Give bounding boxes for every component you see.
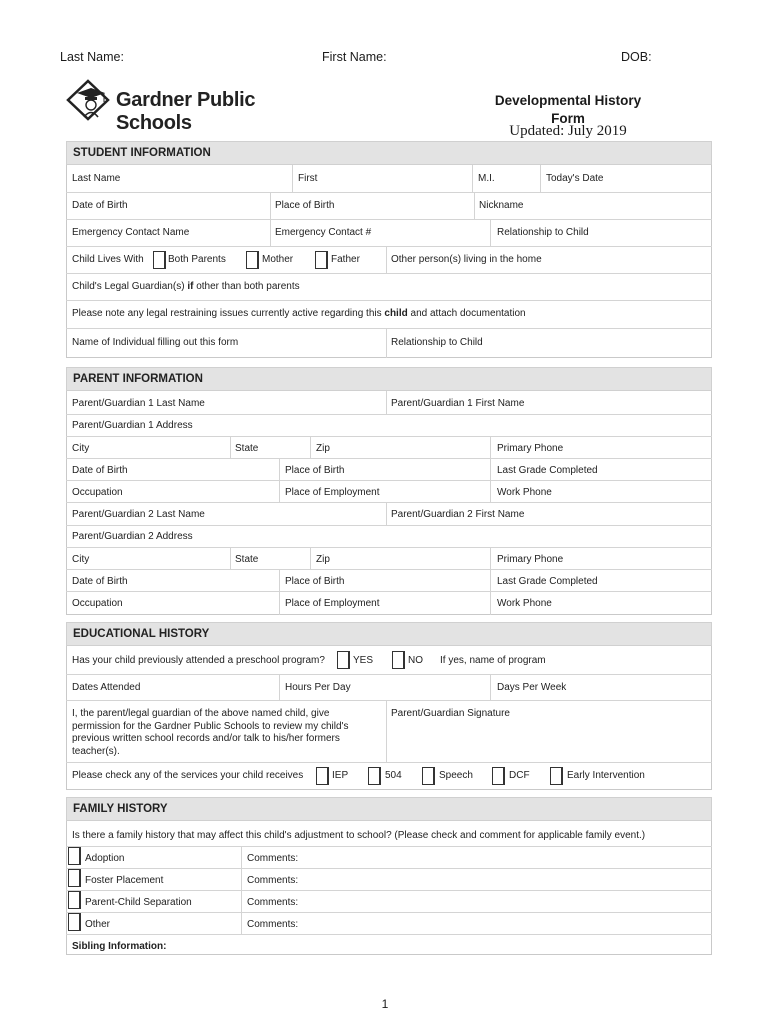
early-intervention-checkbox[interactable]: [550, 767, 563, 785]
parent1-work-phone-field[interactable]: Work Phone: [497, 487, 552, 498]
preschool-yes-checkbox[interactable]: [337, 651, 350, 669]
foster-placement-checkbox[interactable]: [68, 869, 81, 887]
legal-guardian-field[interactable]: Child's Legal Guardian(s) if other than both parents: [72, 281, 300, 292]
services-question: Please check any of the services your child receives: [72, 770, 304, 781]
education-heading: EDUCATIONAL HISTORY: [66, 622, 712, 646]
sibling-information-field[interactable]: Sibling Information:: [72, 941, 167, 952]
parent2-first-name-field[interactable]: Parent/Guardian 2 First Name: [391, 509, 525, 520]
parent2-place-of-birth-field[interactable]: Place of Birth: [285, 576, 345, 587]
mother-label: Mother: [262, 254, 294, 265]
dates-attended-field[interactable]: Dates Attended: [72, 682, 141, 693]
student-place-of-birth-field[interactable]: Place of Birth: [275, 200, 335, 211]
parent1-zip-field[interactable]: Zip: [316, 443, 330, 454]
preschool-no-label: NO: [408, 655, 423, 666]
parent2-last-name-field[interactable]: Parent/Guardian 2 Last Name: [72, 509, 205, 520]
form-filler-name-field[interactable]: Name of Individual filling out this form: [72, 337, 239, 348]
preschool-no-checkbox[interactable]: [392, 651, 405, 669]
parent2-occupation-field[interactable]: Occupation: [72, 598, 123, 609]
father-checkbox[interactable]: [315, 251, 328, 269]
other-event-checkbox[interactable]: [68, 913, 81, 931]
other-persons-field[interactable]: Other person(s) living in the home: [391, 254, 542, 265]
student-dob-field[interactable]: Date of Birth: [72, 200, 128, 211]
school-logo: [64, 78, 314, 134]
page-number: 1: [381, 997, 389, 1011]
parent2-employment-field[interactable]: Place of Employment: [285, 598, 380, 609]
parent-info-heading: PARENT INFORMATION: [66, 367, 712, 391]
student-first-name-field[interactable]: First: [298, 173, 318, 184]
iep-label: IEP: [332, 770, 349, 781]
both-parents-label: Both Parents: [168, 254, 226, 265]
dcf-checkbox[interactable]: [492, 767, 505, 785]
parent1-last-name-field[interactable]: Parent/Guardian 1 Last Name: [72, 398, 205, 409]
dob-header: DOB:: [621, 50, 652, 64]
speech-checkbox[interactable]: [422, 767, 435, 785]
student-last-name-field[interactable]: Last Name: [72, 173, 121, 184]
parent1-place-of-birth-field[interactable]: Place of Birth: [285, 465, 345, 476]
preschool-program-name-field[interactable]: If yes, name of program: [440, 655, 546, 666]
school-name: Gardner Public Schools: [116, 89, 256, 134]
lives-with-label: Child Lives With: [72, 254, 144, 265]
parent1-employment-field[interactable]: Place of Employment: [285, 487, 380, 498]
separation-checkbox[interactable]: [68, 891, 81, 909]
parent1-address-field[interactable]: Parent/Guardian 1 Address: [72, 420, 193, 431]
separation-comments-field[interactable]: Comments:: [247, 897, 299, 908]
preschool-yes-label: YES: [353, 655, 374, 666]
last-name-header: Last Name:: [60, 50, 124, 64]
graduation-cap-logo-icon: [64, 78, 116, 124]
dcf-label: DCF: [509, 770, 530, 781]
emergency-contact-number-field[interactable]: Emergency Contact #: [275, 227, 372, 238]
parent2-city-field[interactable]: City: [72, 554, 90, 565]
parent1-dob-field[interactable]: Date of Birth: [72, 465, 128, 476]
student-mi-field[interactable]: M.I.: [478, 173, 495, 184]
adoption-label: Adoption: [85, 853, 125, 864]
restraining-issues-field[interactable]: Please note any legal restraining issues currently active regarding this child and attach documentation: [72, 308, 526, 319]
nickname-field[interactable]: Nickname: [479, 200, 524, 211]
separation-label: Parent-Child Separation: [85, 897, 192, 908]
parent1-last-grade-field[interactable]: Last Grade Completed: [497, 465, 598, 476]
student-info-heading: STUDENT INFORMATION: [66, 141, 712, 165]
other-event-comments-field[interactable]: Comments:: [247, 919, 299, 930]
parent1-occupation-field[interactable]: Occupation: [72, 487, 123, 498]
form-title: Developmental History Form: [494, 93, 642, 126]
father-label: Father: [331, 254, 360, 265]
emergency-contact-name-field[interactable]: Emergency Contact Name: [72, 227, 190, 238]
emergency-relationship-field[interactable]: Relationship to Child: [497, 227, 589, 238]
both-parents-checkbox[interactable]: [153, 251, 166, 269]
preschool-question: Has your child previously attended a preschool program?: [72, 655, 325, 666]
family-history-question: Is there a family history that may affect this child's adjustment to school? (Please check and comment for applicable family event.): [72, 830, 646, 841]
adoption-checkbox[interactable]: [68, 847, 81, 865]
todays-date-field[interactable]: Today's Date: [546, 173, 604, 184]
parent2-primary-phone-field[interactable]: Primary Phone: [497, 554, 564, 565]
iep-checkbox[interactable]: [316, 767, 329, 785]
parent1-first-name-field[interactable]: Parent/Guardian 1 First Name: [391, 398, 525, 409]
days-per-week-field[interactable]: Days Per Week: [497, 682, 567, 693]
parent-signature-field[interactable]: Parent/Guardian Signature: [391, 708, 510, 719]
parent1-primary-phone-field[interactable]: Primary Phone: [497, 443, 564, 454]
parent2-address-field[interactable]: Parent/Guardian 2 Address: [72, 531, 193, 542]
hours-per-day-field[interactable]: Hours Per Day: [285, 682, 351, 693]
early-intervention-label: Early Intervention: [567, 770, 645, 781]
parent2-zip-field[interactable]: Zip: [316, 554, 330, 565]
family-history-heading: FAMILY HISTORY: [66, 797, 712, 821]
parent1-city-field[interactable]: City: [72, 443, 90, 454]
parent1-state-field[interactable]: State: [235, 443, 259, 454]
records-permission-text: I, the parent/legal guardian of the above named child, give permission for the Gardner Public Schools to review my child's previous written school records and/or talk to his/her formers teacher(s).: [72, 708, 349, 757]
other-event-label: Other: [85, 919, 111, 930]
parent2-dob-field[interactable]: Date of Birth: [72, 576, 128, 587]
504-label: 504: [385, 770, 402, 781]
form-filler-relationship-field[interactable]: Relationship to Child: [391, 337, 483, 348]
speech-label: Speech: [439, 770, 473, 781]
adoption-comments-field[interactable]: Comments:: [247, 853, 299, 864]
parent2-state-field[interactable]: State: [235, 554, 259, 565]
foster-placement-comments-field[interactable]: Comments:: [247, 875, 299, 886]
parent2-last-grade-field[interactable]: Last Grade Completed: [497, 576, 598, 587]
504-checkbox[interactable]: [368, 767, 381, 785]
foster-placement-label: Foster Placement: [85, 875, 164, 886]
parent2-work-phone-field[interactable]: Work Phone: [497, 598, 552, 609]
mother-checkbox[interactable]: [246, 251, 259, 269]
first-name-header: First Name:: [322, 50, 387, 64]
form-updated-date: Updated: July 2019: [509, 123, 627, 139]
